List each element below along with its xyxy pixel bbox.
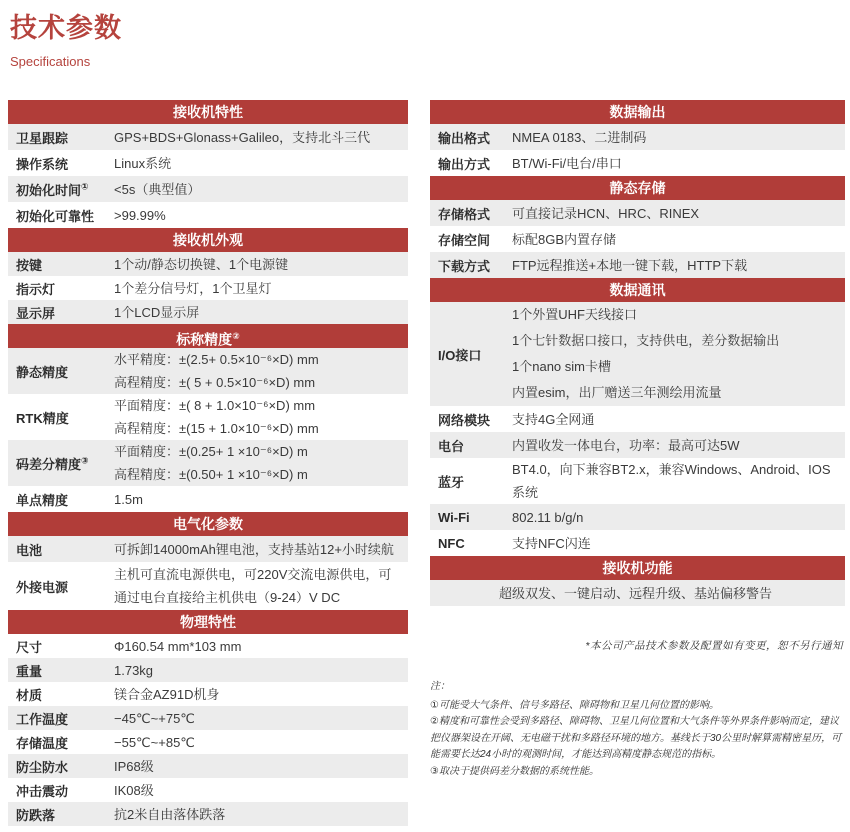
section-header-electrical [8, 512, 408, 536]
spec-label: 指示灯 [16, 281, 56, 297]
spec-label: 存储空间 [438, 232, 491, 248]
spec-value: 平面精度：±( 8 + 1.0×10⁻⁶×D) mm 高程精度：±(15 + 1.0×10⁻⁶×D) mm [114, 398, 319, 436]
spec-value: 水平精度：±(2.5+ 0.5×10⁻⁶×D) mm 高程精度：±( 5 + 0.5×10⁻⁶×D) mm [114, 352, 319, 390]
section-title: 接收机功能 [602, 560, 673, 576]
table-row [430, 406, 845, 432]
section-header-receiver-functions [430, 556, 845, 580]
section-title: 物理特性 [180, 614, 236, 630]
table-row [430, 302, 845, 406]
table-row [8, 634, 408, 658]
spec-label: 初始化时间① [16, 181, 89, 198]
spec-label: 工作温度 [16, 711, 69, 727]
spec-value: 1.73kg [114, 662, 154, 678]
table-row [8, 252, 408, 276]
spec-value: −55℃~+85℃ [114, 734, 195, 750]
table-row [430, 226, 845, 252]
spec-label: 防尘防水 [16, 759, 69, 775]
page-subtitle: Specifications [10, 54, 91, 69]
spec-value: 支持NFC闪连 [512, 535, 591, 551]
table-row [8, 202, 408, 228]
spec-value: IP68级 [114, 758, 154, 774]
spec-value: BT4.0，向下兼容BT2.x，兼容Windows、Android、IOS系统 [512, 462, 831, 500]
table-row [8, 536, 408, 562]
footnotes [430, 679, 843, 780]
spec-value: 主机可直流电源供电，可220V交流电源供电，可 通过电台直接给主机供电（9-24）V DC [114, 567, 392, 605]
table-row [8, 300, 408, 324]
spec-value: 内置收发一体电台，功率：最高可达5W [512, 437, 740, 453]
spec-label: 显示屏 [16, 305, 56, 321]
section-title: 标称精度 [176, 331, 233, 348]
notes-area [430, 622, 845, 780]
spec-value: 1个差分信号灯，1个卫星灯 [114, 280, 272, 296]
spec-value: >99.99% [114, 207, 166, 223]
spec-label: 外接电源 [16, 579, 69, 595]
spec-columns [0, 100, 850, 826]
table-row [8, 754, 408, 778]
footnote-marker: ③ [81, 455, 89, 466]
spec-label: 尺寸 [16, 639, 43, 655]
footnote-marker: ② [232, 331, 240, 341]
spec-value: FTP远程推送+本地一键下载，HTTP下载 [512, 257, 748, 273]
table-row [8, 706, 408, 730]
table-row [8, 486, 408, 512]
table-row [8, 176, 408, 202]
spec-value: −45℃~+75℃ [114, 710, 195, 726]
spec-label: 电台 [438, 438, 465, 454]
section-title: 数据通讯 [609, 282, 666, 298]
table-row [8, 730, 408, 754]
spec-value: 镁合金AZ91D机身 [114, 686, 220, 702]
spec-label: 卫星跟踪 [16, 130, 69, 146]
table-row [8, 778, 408, 802]
section-header-receiver-features [8, 100, 408, 124]
footnote-marker: ① [81, 181, 89, 192]
spec-value: IK08级 [114, 782, 154, 798]
spec-label: I/O接口 [438, 347, 482, 363]
table-row [8, 658, 408, 682]
spec-value: 支持4G全网通 [512, 411, 595, 427]
section-title: 电气化参数 [173, 516, 243, 532]
spec-value: GPS+BDS+Glonass+Galileo，支持北斗三代 [114, 129, 371, 145]
spec-label: 防跌落 [16, 807, 56, 823]
section-header-static-storage [430, 176, 845, 200]
spec-value: 802.11 b/g/n [512, 509, 584, 525]
section-title: 数据输出 [609, 104, 666, 120]
table-row [8, 394, 408, 440]
spec-value: NMEA 0183、二进制码 [512, 129, 647, 145]
table-row [430, 458, 845, 504]
table-row [430, 504, 845, 530]
spec-label: 蓝牙 [438, 474, 465, 490]
spec-label: Wi-Fi [438, 509, 470, 525]
table-row [8, 682, 408, 706]
right-column [430, 100, 845, 826]
spec-value: 可拆卸14000mAh锂电池，支持基站12+小时续航 [114, 541, 394, 557]
table-row [8, 124, 408, 150]
spec-value: Φ160.54 mm*103 mm [114, 638, 242, 654]
spec-value: 1.5m [114, 491, 143, 507]
table-row [430, 432, 845, 458]
spec-value: 1个LCD显示屏 [114, 304, 200, 320]
table-row [8, 802, 408, 826]
spec-label: 输出方式 [438, 156, 491, 172]
left-column [8, 100, 408, 826]
table-row [430, 150, 845, 176]
spec-label: NFC [438, 535, 465, 551]
section-header-data-communication [430, 278, 845, 302]
spec-label: 重量 [16, 663, 43, 679]
footnote-item: ①可能受大气条件、信号多路径、障碍物和卫星几何位置的影响。 [430, 699, 719, 711]
spec-label: 输出格式 [438, 130, 491, 146]
section-title: 静态存储 [609, 180, 666, 196]
section-header-data-output [430, 100, 845, 124]
spec-label: 网络模块 [438, 412, 491, 428]
title-block [0, 0, 850, 69]
spec-label: 电池 [16, 542, 43, 558]
footnote-item: ②精度和可靠性会受到多路径、障碍物、卫星几何位置和大气条件等外界条件影响而定，建议把仪器架设在开阔、无电磁干扰和多路径环境的地方。基线长于30公里时解算需精密星历，可能需要长达24小时的观测时间，才能达到高精度静态规范的指标。 [430, 716, 842, 760]
page-title: 技术参数 [10, 13, 122, 43]
spec-label: RTK精度 [16, 410, 69, 426]
spec-label: 存储格式 [438, 206, 491, 222]
section-title: 接收机外观 [173, 232, 243, 248]
section-header-physical [8, 610, 408, 634]
spec-label: 存储温度 [16, 735, 69, 751]
table-row [8, 348, 408, 394]
spec-value: 1个动/静态切换键、1个电源键 [114, 256, 289, 272]
spec-label: 冲击震动 [16, 783, 69, 799]
table-row [430, 252, 845, 278]
spec-value: <5s（典型值） [114, 181, 201, 197]
section-header-nominal-accuracy [8, 324, 408, 348]
table-row [430, 580, 845, 606]
table-row [8, 276, 408, 300]
spec-label: 操作系统 [16, 156, 69, 172]
spec-label: 码差分精度③ [16, 455, 89, 472]
spec-label: 按键 [16, 257, 43, 273]
spec-value: 平面精度：±(0.25+ 1 ×10⁻⁶×D) m 高程精度：±(0.50+ 1 ×10⁻⁶×D) m [114, 444, 308, 482]
footnotes-heading: 注： [430, 681, 450, 692]
spec-value: 抗2米自由落体跌落 [114, 806, 226, 822]
spec-label: 材质 [16, 687, 43, 703]
spec-value: 标配8GB内置存储 [512, 231, 617, 247]
spec-value: 1个外置UHF天线接口 1个七针数据口接口，支持供电，差分数据输出 1个nano sim卡槽 内置esim，出厂赠送三年测绘用流量 [512, 307, 780, 400]
section-title: 接收机特性 [173, 104, 243, 120]
table-row [8, 562, 408, 610]
spec-label: 下载方式 [438, 258, 491, 274]
table-row [8, 150, 408, 176]
spec-value: 超级双发、一键启动、远程升级、基站偏移警告 [498, 585, 772, 601]
spec-label: 静态精度 [16, 364, 69, 380]
disclaimer-text: *本公司产品技术参数及配置如有变更，恕不另行通知 [585, 640, 843, 652]
spec-value: 可直接记录HCN、HRC、RINEX [512, 205, 700, 221]
section-header-receiver-appearance [8, 228, 408, 252]
spec-label: 初始化可靠性 [16, 208, 95, 224]
table-row [430, 530, 845, 556]
table-row [430, 124, 845, 150]
footnote-item: ③取决于提供码差分数据的系统性能。 [430, 765, 599, 777]
table-row [8, 440, 408, 486]
spec-value: Linux系统 [114, 155, 172, 171]
table-row [430, 200, 845, 226]
spec-label: 单点精度 [16, 492, 69, 508]
spec-value: BT/Wi-Fi/电台/串口 [512, 155, 622, 171]
